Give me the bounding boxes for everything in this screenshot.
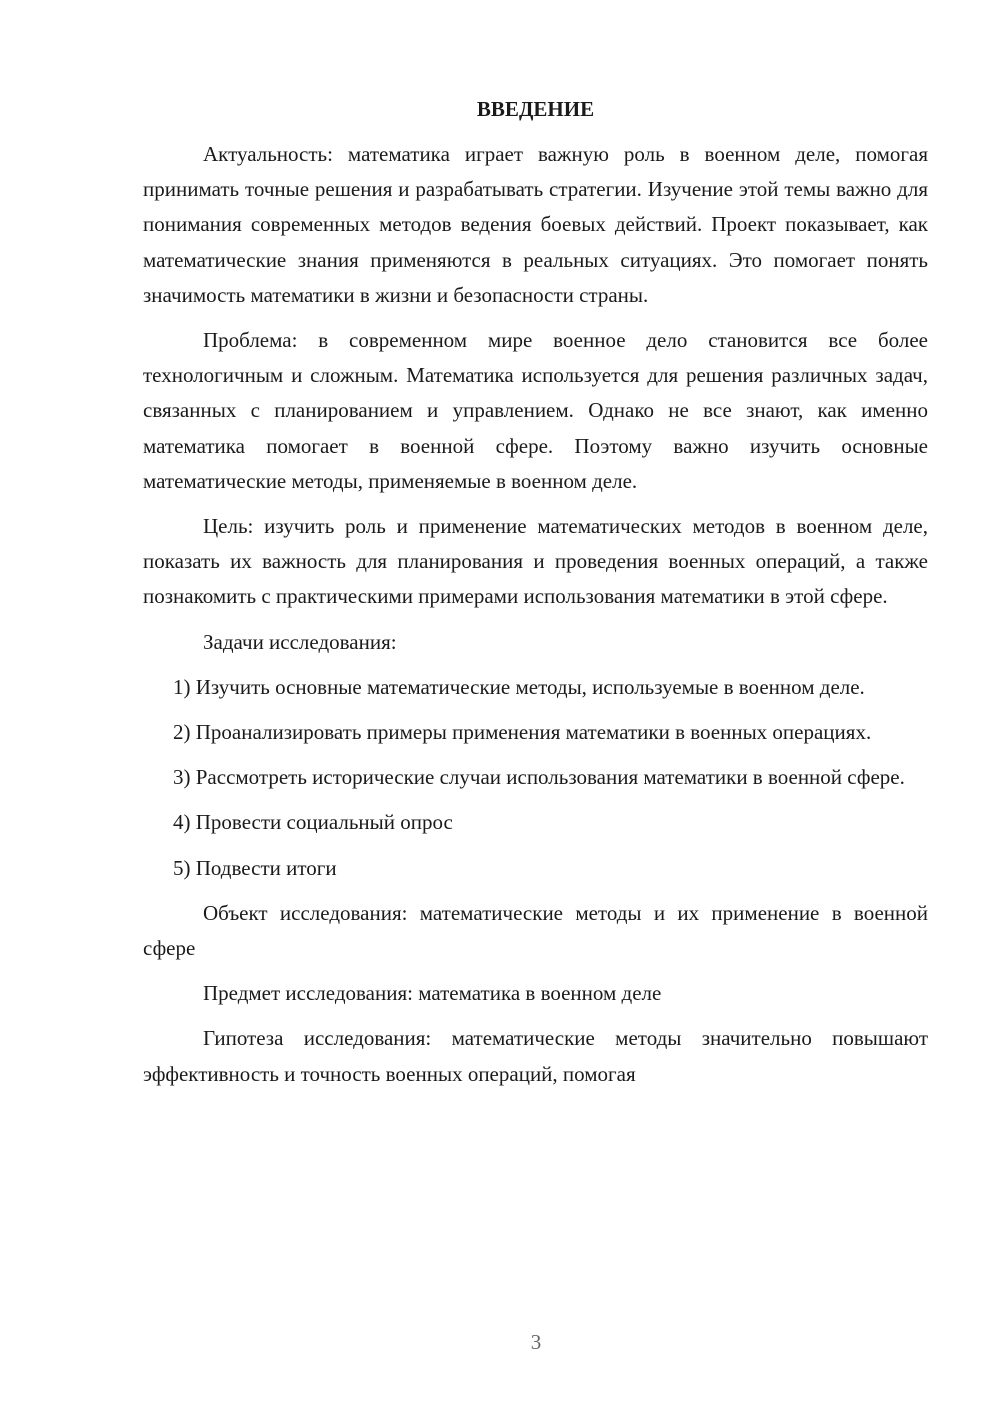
task-item-2: 2) Проанализировать примеры применения математики в военных операциях. [173,720,872,745]
section-heading: ВВЕДЕНИЕ [476,97,595,121]
document-page [143,92,928,1102]
task-item-3: 3) Рассмотреть исторические случаи использования математики в военной сфере. [173,765,905,790]
paragraph-hypothesis: Гипотеза исследования: математические методы значительно повышают эффективность и точность военных операций, помогая [143,1026,928,1086]
paragraph-problem: Проблема: в современном мире военное дело становится все более технологичным и сложным. Математика используется для решения различных задач, связанных с планированием и управлением. Однако не все знают, как именно математика помогает в военной сфере. Поэтому важно изучить основные математические методы, применяемые в военном деле. [143,328,928,493]
task-item-5: 5) Подвести итоги [173,855,337,880]
task-item-1: 1) Изучить основные математические методы, используемые в военном деле. [173,674,865,699]
task-item-4: 4) Провести социальный опрос [173,810,453,835]
paragraph-goal: Цель: изучить роль и применение математических методов в военном деле, показать их важность для планирования и проведения военных операций, а также познакомить с практическими примерами использования математики в этой сфере. [143,514,928,609]
paragraph-tasks-title: Задачи исследования: [203,629,397,654]
paragraph-relevance: Актуальность: математика играет важную роль в военном деле, помогая принимать точные решения и разрабатывать стратегии. Изучение этой темы важно для понимания современных методов ведения боевых действий. Проект показывает, как математические знания применяются в реальных ситуациях. Это помогает понять значимость математики в жизни и безопасности страны. [143,142,928,307]
page-number: 3 [530,1330,542,1354]
paragraph-subject: Предмет исследования: математика в военном деле [203,981,662,1006]
paragraph-object: Объект исследования: математические методы и их применение в военной сфере [143,900,928,961]
